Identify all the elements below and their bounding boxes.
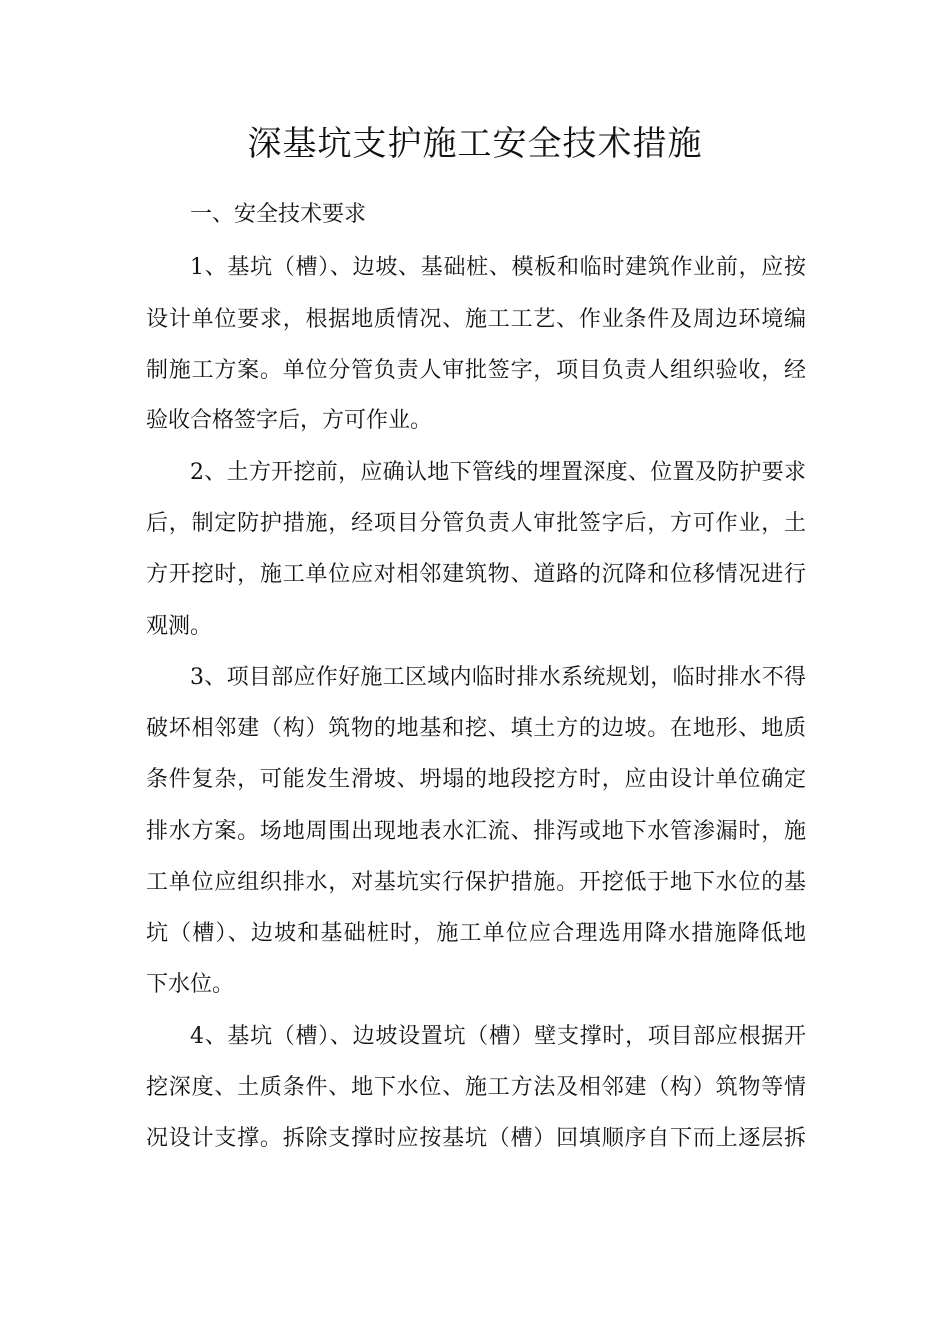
paragraph-1-line-1: 1、基坑（槽）、边坡、基础桩、模板和临时建筑作业前，应按 <box>190 255 806 280</box>
section-heading: 一、安全技术要求 <box>190 202 367 227</box>
paragraph-1-line-2: 设计单位要求，根据地质情况、施工工艺、作业条件及周边环境编 <box>146 307 806 332</box>
paragraph-4-line-3: 况设计支撑。拆除支撑时应按基坑（槽）回填顺序自下而上逐层拆 <box>146 1126 806 1151</box>
paragraph-2-line-1: 2、土方开挖前，应确认地下管线的埋置深度、位置及防护要求 <box>190 460 806 485</box>
paragraph-3-line-5: 工单位应组织排水，对基坑实行保护措施。开挖低于地下水位的基 <box>146 870 806 895</box>
paragraph-3-line-3: 条件复杂，可能发生滑坡、坍塌的地段挖方时，应由设计单位确定 <box>146 767 806 792</box>
paragraph-1-line-3: 制施工方案。单位分管负责人审批签字，项目负责人组织验收，经 <box>146 358 806 383</box>
paragraph-2-line-4: 观测。 <box>146 614 213 639</box>
paragraph-1-line-4: 验收合格签字后，方可作业。 <box>146 408 433 433</box>
document-title: 深基坑支护施工安全技术措施 <box>247 124 703 164</box>
paragraph-3-line-2: 破坏相邻建（构）筑物的地基和挖、填土方的边坡。在地形、地质 <box>146 716 806 741</box>
paragraph-4-line-1: 4、基坑（槽）、边坡设置坑（槽）壁支撑时，项目部应根据开 <box>190 1024 806 1049</box>
paragraph-3-line-4: 排水方案。场地周围出现地表水汇流、排泻或地下水管渗漏时，施 <box>146 819 806 844</box>
paragraph-3-line-1: 3、项目部应作好施工区域内临时排水系统规划，临时排水不得 <box>190 665 806 690</box>
paragraph-3-line-6: 坑（槽）、边坡和基础桩时，施工单位应合理选用降水措施降低地 <box>146 921 806 946</box>
paragraph-3-line-7: 下水位。 <box>146 972 235 997</box>
paragraph-2-line-3: 方开挖时，施工单位应对相邻建筑物、道路的沉降和位移情况进行 <box>146 562 806 587</box>
paragraph-4-line-2: 挖深度、土质条件、地下水位、施工方法及相邻建（构）筑物等情 <box>146 1075 806 1100</box>
paragraph-2-line-2: 后，制定防护措施，经项目分管负责人审批签字后，方可作业，土 <box>146 511 806 536</box>
